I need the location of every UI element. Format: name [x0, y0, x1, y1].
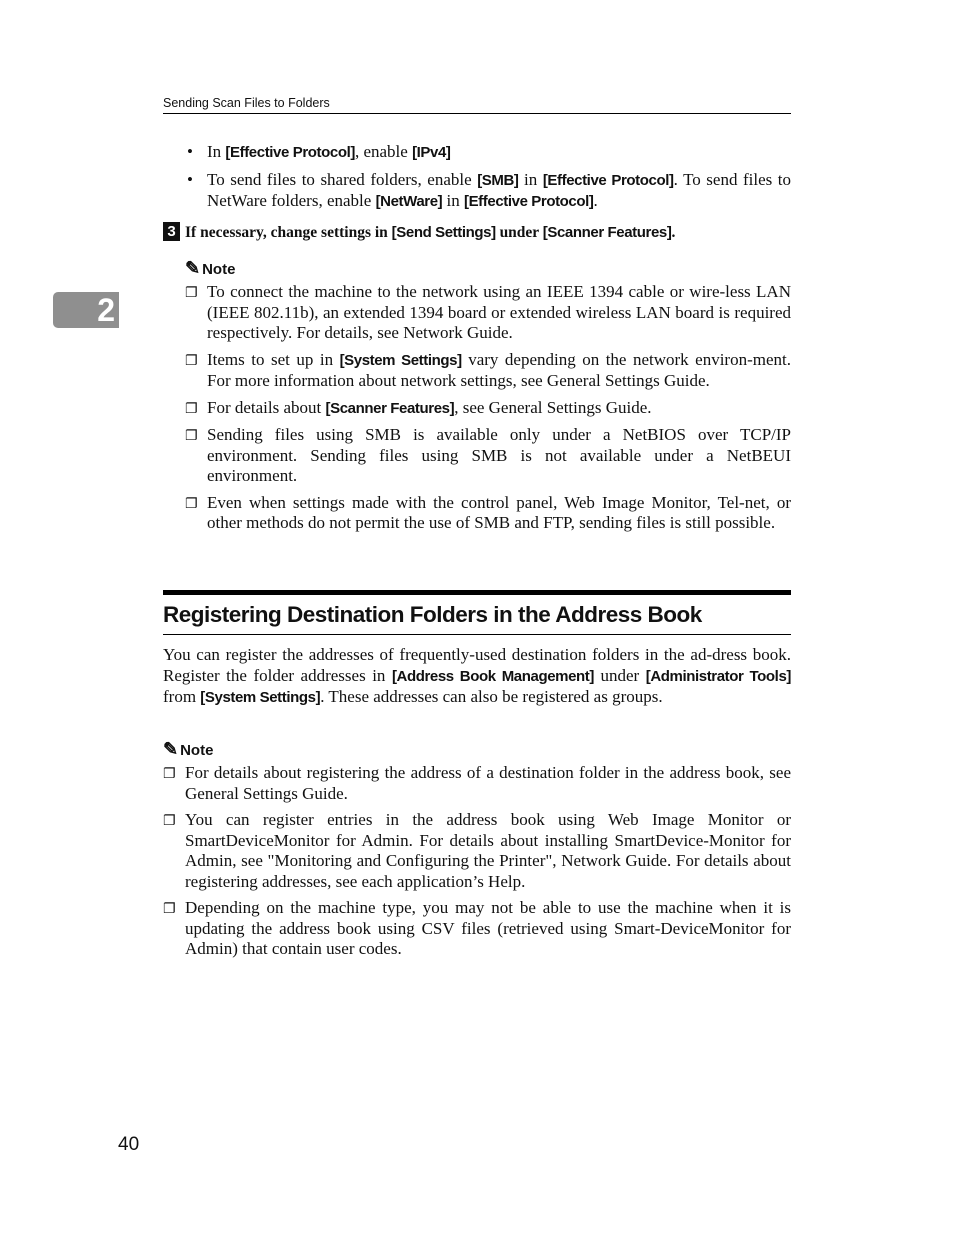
section-rule [163, 590, 791, 595]
text: . These addresses can also be registered as groups. [320, 687, 663, 706]
step-number-badge: 3 [163, 222, 180, 241]
text: To send files to shared folders, enable [207, 170, 478, 189]
text: . [593, 191, 598, 210]
note-item [185, 398, 791, 420]
text: , see General Settings Guide. [454, 397, 652, 417]
key-label: [Effective Protocol] [225, 144, 355, 161]
note-title: Note [180, 742, 214, 759]
text: For details about [207, 397, 326, 417]
key-label: [Scanner Features] [325, 399, 455, 417]
key-label: [System Settings] [200, 689, 321, 706]
pencil-icon: ✎ [163, 739, 179, 759]
text: Even when settings made with the control panel, Web Image Monitor, Tel-net, or other methods do not permit the use of SMB and FTP, sending files is still possible. [207, 492, 791, 532]
text: Items to set up in [207, 349, 340, 369]
key-label: [Administrator Tools] [645, 667, 791, 685]
bullet-item [183, 142, 791, 163]
note-item [185, 282, 791, 344]
text: in [518, 170, 543, 189]
text: In [207, 142, 226, 161]
note-list [163, 763, 791, 966]
note-item: ❐ You can register entries in the address book using Web Image Monitor or SmartDeviceMonitor for Admin. For details about installing SmartDevice-Monitor for Admin, see "Monitoring and Configuring the Printer", Network Guide. For details about registering addresses, see each application’s Help. [163, 810, 791, 892]
note-list [185, 282, 791, 540]
key-label: [IPv4] [412, 144, 451, 161]
text: . To send files to NetWare folders, enable [207, 170, 791, 210]
text: Sending files using SMB is available only under a NetBIOS over TCP/IP environment. Sending files using SMB is not available under a NetBEUI environment. [207, 425, 791, 485]
key-label: [SMB] [477, 172, 519, 189]
text: , enable [354, 142, 413, 161]
key-label: [NetWare] [375, 193, 443, 210]
pencil-icon: ✎ [185, 258, 201, 278]
text: You can register the addresses of frequently-used destination folders in the ad-dress book. Register the folder addresses in [163, 645, 791, 685]
step-text: under [495, 224, 543, 241]
note-item: ❐ For details about registering the address of a destination folder in the address book, see General Settings Guide. [163, 763, 791, 804]
key-label: [Send Settings] [391, 224, 496, 241]
note-heading [163, 739, 213, 760]
note-heading [185, 258, 235, 279]
key-label: [Effective Protocol] [463, 193, 594, 210]
key-label: [System Settings] [339, 351, 462, 369]
note-title: Note [202, 261, 236, 278]
step-text: . [671, 224, 676, 241]
page-number: 40 [118, 1134, 140, 1155]
step-instruction [163, 222, 791, 244]
key-label: [Effective Protocol] [542, 172, 674, 189]
text: in [442, 191, 464, 210]
section-title: Registering Destination Folders in the Address Book [163, 600, 791, 635]
note-item [185, 493, 791, 534]
section-intro [163, 645, 791, 709]
bullet-list [183, 142, 791, 219]
key-label: [Scanner Features] [542, 224, 672, 241]
text: from [163, 687, 201, 706]
chapter-tab: 2 [53, 292, 119, 328]
step-text: If necessary, change settings in [185, 224, 392, 241]
text: vary depending on the network environ-ment. For more information about network settings, see General Settings Guide. [207, 349, 791, 390]
key-label: [Address Book Management] [391, 667, 594, 685]
text: To connect the machine to the network using an IEEE 1394 cable or wire-less LAN (IEEE 802.11b), an extended 1394 board or extended wireless LAN board is required respectively. For details, see Network Guide. [207, 282, 791, 342]
running-head: Sending Scan Files to Folders [163, 96, 791, 114]
note-item: ❐ Depending on the machine type, you may not be able to use the machine when it is updating the address book using CSV files (retrieved using Smart-DeviceMonitor for Admin) that contain user codes. [163, 898, 791, 960]
note-item [185, 350, 791, 392]
note-item [185, 425, 791, 487]
bullet-item [183, 170, 791, 212]
text: under [594, 665, 646, 685]
